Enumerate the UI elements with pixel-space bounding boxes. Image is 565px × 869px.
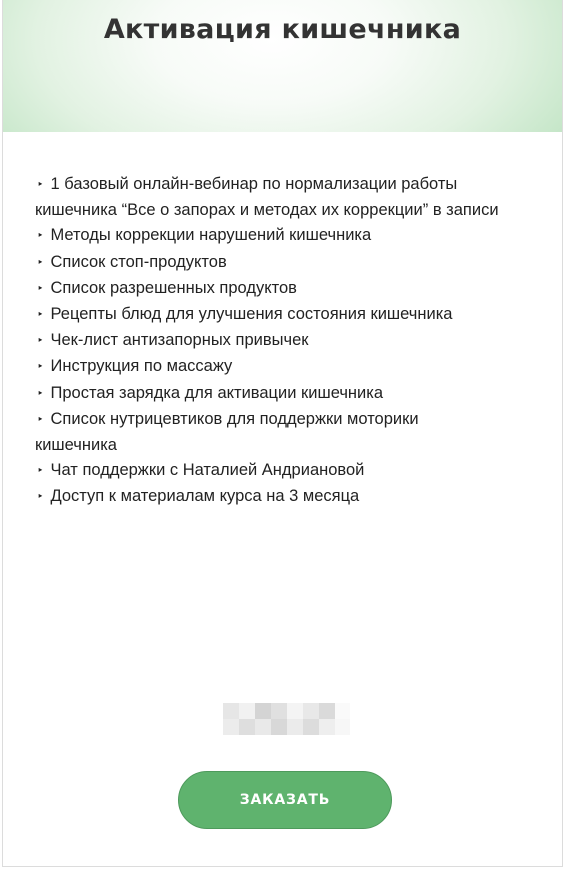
bullet-icon: ‣ (37, 256, 44, 269)
feature-text: Методы коррекции нарушений кишечника (50, 226, 372, 245)
feature-text: Список разрешенных продуктов (50, 278, 297, 297)
bullet-icon: ‣ (37, 491, 44, 504)
feature-text: 1 базовый онлайн-вебинар по нормализации работы кишечника “Все о запорах и методах их коррекции” в записи (35, 175, 499, 220)
feature-item (35, 223, 505, 249)
feature-item (35, 172, 505, 223)
feature-text: Чат поддержки с Наталией Андриановой (50, 461, 365, 480)
bullet-icon: ‣ (37, 230, 44, 243)
feature-text: Список стоп-продуктов (50, 252, 227, 271)
bullet-icon: ‣ (37, 179, 44, 191)
bullet-icon: ‣ (37, 335, 44, 348)
feature-item (35, 250, 505, 276)
feature-text: Рецепты блюд для улучшения состояния кишечника (50, 305, 453, 324)
card-header (3, 0, 562, 132)
bullet-icon: ‣ (37, 282, 44, 295)
feature-item (35, 354, 505, 380)
feature-text: Список нутрицевтиков для поддержки моторики кишечника (35, 409, 419, 455)
feature-list (35, 172, 505, 511)
feature-item (35, 302, 505, 328)
feature-item (35, 276, 505, 302)
bullet-icon: ‣ (37, 361, 44, 374)
feature-item (35, 458, 505, 484)
feature-item (35, 381, 505, 407)
bullet-icon: ‣ (37, 387, 44, 400)
feature-item (35, 328, 505, 354)
feature-item (35, 484, 505, 510)
feature-item (35, 407, 505, 458)
bullet-icon: ‣ (37, 413, 44, 426)
feature-text: Чек-лист антизапорных привычек (50, 331, 309, 350)
feature-text: Доступ к материалам курса на 3 месяца (50, 487, 360, 506)
card-title: Активация кишечника (103, 14, 462, 45)
order-button[interactable]: ЗАКАЗАТЬ (178, 771, 392, 829)
bullet-icon: ‣ (37, 309, 44, 322)
tariff-card (2, 0, 563, 867)
price-blurred (223, 703, 350, 735)
bullet-icon: ‣ (37, 465, 44, 478)
feature-text: Простая зарядка для активации кишечника (50, 383, 384, 402)
feature-text: Инструкция по массажу (50, 357, 233, 376)
